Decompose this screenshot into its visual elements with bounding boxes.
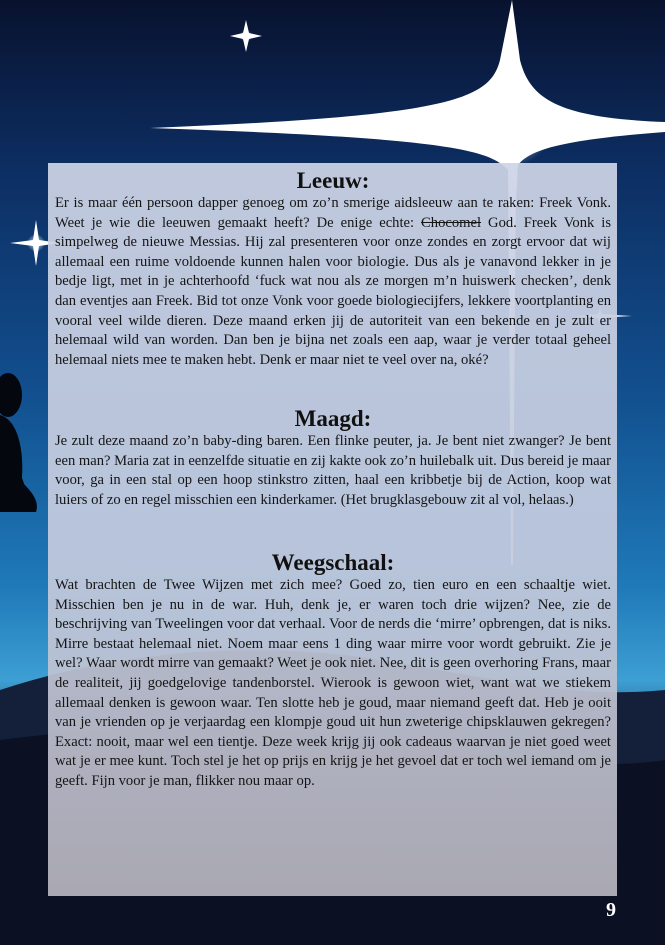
section-text: Wat brachten de Twee Wijzen met zich mee? Goed zo, tien euro en een schaaltje wiet. Misschien ben je nu in de war. Huh, denk je, er waren toch drie wijzen? Nee, zie de beschrijving van Tweelingen voor dat verhaal. Voor de nerds die ‘mirre’ opbrengen, dat is niks. Mirre bestaat helemaal niet. Noem maar eens 1 ding waar mirre voor wordt gebruikt. Zie je wel? Waar wordt mirre van gemaakt? Weet je ook niet. Nee, dit is geen overhoring Frans, maar de realiteit, jij goedgelovige tandenborstel. Wierook is gewoon wiet, want wat we stiekem allemaal denken is gewoon waar. Ten slotte heb je goud, maar niemand geeft dat. Heb je ooit van je vrienden op je verjaardag een klompje goud uit hun zweterige chipsklauwen gekregen? Exact: nooit, maar wel een tientje. Deze week krijg jij ook cadeaus waarvan je niet goed weet wat je er mee kunt. Toch stel je het op prijs en krijg je het gevoel dat er toch wel iemand om je geeft. Fijn voor je man, flikker nou maar op. — [55, 577, 611, 789]
figure-silhouette — [0, 373, 37, 512]
horoscope-leeuw — [55, 168, 611, 370]
page-number: 9 — [606, 899, 616, 921]
horoscope-weegschaal — [55, 550, 611, 792]
section-heading: Leeuw: — [296, 168, 370, 193]
section-heading: Weegschaal: — [271, 550, 395, 575]
horoscope-maagd — [55, 406, 611, 510]
section-text: Je zult deze maand zo’n baby-ding baren. Een flinke peuter, ja. Je bent niet zwanger? Je bent een man? Maria zat in eenzelfde situatie en zij kakte ook zo’n huilebalk uit. Dus bereid je maar voor, ga in een stal op een hoop stinkstro zitten, haal een kribbetje bij de Action, koop wat luiers of zo en regel misschien een kinderkamer. (Het brugklasgebouw zit al vol, helaas.) — [55, 433, 611, 508]
section-heading: Maagd: — [294, 406, 372, 431]
section-text: Er is maar één persoon dapper genoeg om zo’n smerige aidsleeuw aan te raken: Freek Vonk. Weet je wie die leeuwen gemaakt heeft? De enige echte: Chocomel God. Freek Vonk is simpelweg de nieuwe Messias. Hij zal presenteren voor onze zondes en zorgt ervoor dat wij allemaal een ruime voldoende kunnen halen voor biologie. Dus als je vanavond lekker in je bedje ligt, met in je achterhoofd ‘fuck wat nou als ze morgen m’n huiswerk checken’, denk dan eventjes aan Freek. Bid tot onze Vonk voor goede biologiecijfers, lekkere voortplanting en vooral veel wilde dieren. Deze maand erken jij de autoriteit van een bekende en je zult er helemaal wild van worden. Dan ben je bijna net zoals een aap, waar je verder totaal geheel helemaal niets mee te maken hebt. Denk er maar niet te veel over na, oké? — [55, 195, 612, 368]
sparkle-star-icon — [230, 20, 262, 52]
struck-word: Chocomel — [421, 214, 482, 231]
